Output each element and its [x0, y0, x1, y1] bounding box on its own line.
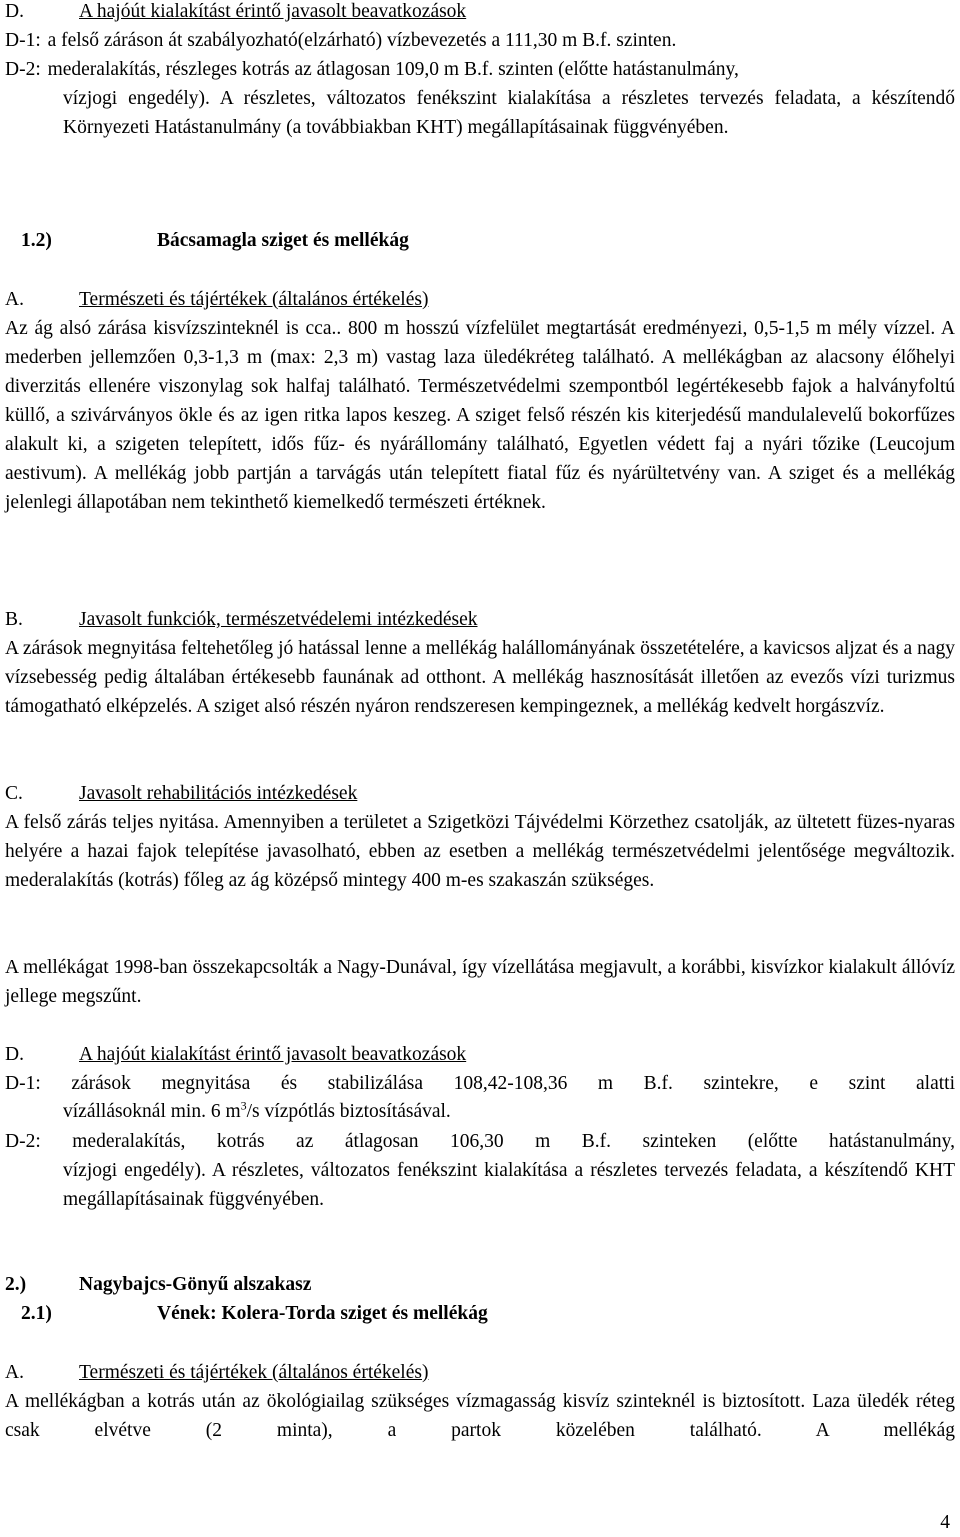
item-text: /s vízpótlás biztosításával. [246, 1101, 451, 1122]
section-heading [5, 608, 478, 632]
section-number: 2.) [5, 1274, 27, 1295]
item-label: D-2: [5, 59, 41, 80]
item-d1 [5, 29, 676, 53]
item-text: zárások megnyitása és stabilizálása 108,42-108,36 m B.f. szintekre, e szint alatti [71, 1073, 955, 1094]
section-letter: A. [5, 289, 24, 310]
section-letter: D. [5, 1044, 24, 1065]
item-d2-continuation: vízjogi engedély). A részletes, változatos fenékszint kialakítása a részletes tervezés feladata, a készítendő KHT megállapításainak függvényében. [63, 1160, 955, 1210]
section-title: Természeti és tájértékek (általános értékelés) [79, 289, 429, 310]
item-d2 [5, 58, 739, 82]
item-d2-continuation: vízjogi engedély). A részletes, változatos fenékszint kialakítása a részletes tervezés feladata, a készítendő Környezeti Hatástanulmány (a továbbiakban KHT) megállapításainak függvényében. [63, 88, 955, 138]
section-heading [5, 1361, 428, 1385]
subsection-title: Vének: Kolera-Torda sziget és mellékág [157, 1303, 488, 1324]
item-text: mederalakítás, részleges kotrás az átlagosan 109,0 m B.f. szinten (előtte hatástanulmány, [47, 59, 739, 80]
item-text: mederalakítás, kotrás az átlagosan 106,30 m B.f. szinteken (előtte hatástanulmány, [72, 1131, 955, 1152]
subsection-number: 2.1) [21, 1303, 52, 1324]
subsection-title: Bácsamagla sziget és mellékág [157, 230, 409, 251]
section-title: Javasolt rehabilitációs intézkedések [79, 783, 358, 804]
item-label: D-1: [5, 1073, 41, 1094]
section-heading [5, 782, 357, 806]
section-heading [5, 0, 466, 24]
paragraph: A mellékágat 1998-ban összekapcsolták a Nagy-Dunával, így vízellátása megjavult, a korábbi, kisvízkor kialakult állóvíz jellege megszűnt. [5, 957, 955, 1007]
section-letter: C. [5, 783, 23, 804]
item-label: D-2: [5, 1131, 41, 1152]
section-title: A hajóút kialakítást érintő javasolt beavatkozások [79, 1, 467, 22]
item-d1-continuation [63, 1100, 451, 1124]
item-text: a felső záráson át szabályozható(elzárható) vízbevezetés a 111,30 m B.f. szinten. [47, 30, 677, 51]
item-d1 [5, 1069, 955, 1098]
section-letter: D. [5, 1, 24, 22]
paragraph: A felső zárás teljes nyitása. Amennyiben a területet a Szigetközi Tájvédelmi Körzethez csatolják, az ültetett füzes-nyaras helyére a hazai fajok telepítése javasolható, ebben az esetben a mellékág természetvédelmi jelentősége megváltozik. mederalakítás (kotrás) főleg az ág középső mintegy 400 m-es szakaszán szükséges. [5, 812, 955, 891]
section-heading [5, 1043, 466, 1067]
subsection-number: 1.2) [21, 230, 52, 251]
section-title: A hajóút kialakítást érintő javasolt beavatkozások [79, 1044, 467, 1065]
item-label: D-1: [5, 30, 41, 51]
item-d2 [5, 1127, 955, 1156]
section-title: Javasolt funkciók, természetvédelemi intézkedések [79, 609, 478, 630]
section-letter: A. [5, 1362, 24, 1383]
paragraph: A mellékágban a kotrás után az ökológiailag szükséges vízmagasság kisvíz szinteknél is biztosított. Laza üledék réteg csak elvétve (2 minta), a partok közelében található. A mellékág [5, 1391, 955, 1441]
item-text: vízállásoknál min. 6 m [63, 1101, 241, 1122]
section-letter: B. [5, 609, 23, 630]
superscript: 3 [240, 1098, 247, 1113]
paragraph: Az ág alsó zárása kisvízszinteknél is cca.. 800 m hosszú vízfelület megtartását eredményezi, 0,5-1,5 m mély vízzel. A mederben jellemzően 0,3-1,3 m (max: 2,3 m) vastag laza üledékréteg található. A mellékágban az alacsony élőhelyi diverzitás ellenére viszonylag sok halfaj található. Természetvédelmi szempontból legértékesebb fajok a halványfoltú küllő, a szivárványos ökle és az igen ritka lapos keszeg. A sziget felső részén kis kiterjedésű mandulalevelű bokorfűzes alakult ki, a szigeten telepített, idős fűz- és nyárállomány található, Egyetlen védett faj a nyári tőzike (Leucojum aestivum). A mellékág jobb partján a tarvágás után telepített fiatal fűz és nyárültetvény van. A sziget és a mellékág jelenlegi állapotában nem tekinthető kiemelkedő természeti értéknek. [5, 318, 955, 513]
page-number: 4 [940, 1512, 950, 1533]
section-title: Nagybajcs-Gönyű alszakasz [79, 1274, 312, 1295]
section-heading [5, 288, 428, 312]
paragraph: A zárások megnyitása feltehetőleg jó hatással lenne a mellékág halállományának összetételére, a kavicsos aljzat és a nagy vízsebesség pedig általában értékesebb faunának ad otthont. A mellékág hasznosítását illetően az evezős vízi turizmus támogatható elképzelés. A sziget alsó részén nyáron rendszeresen kempingeznek, a mellékág kedvelt horgászvíz. [5, 638, 955, 717]
section-title: Természeti és tájértékek (általános értékelés) [79, 1362, 429, 1383]
